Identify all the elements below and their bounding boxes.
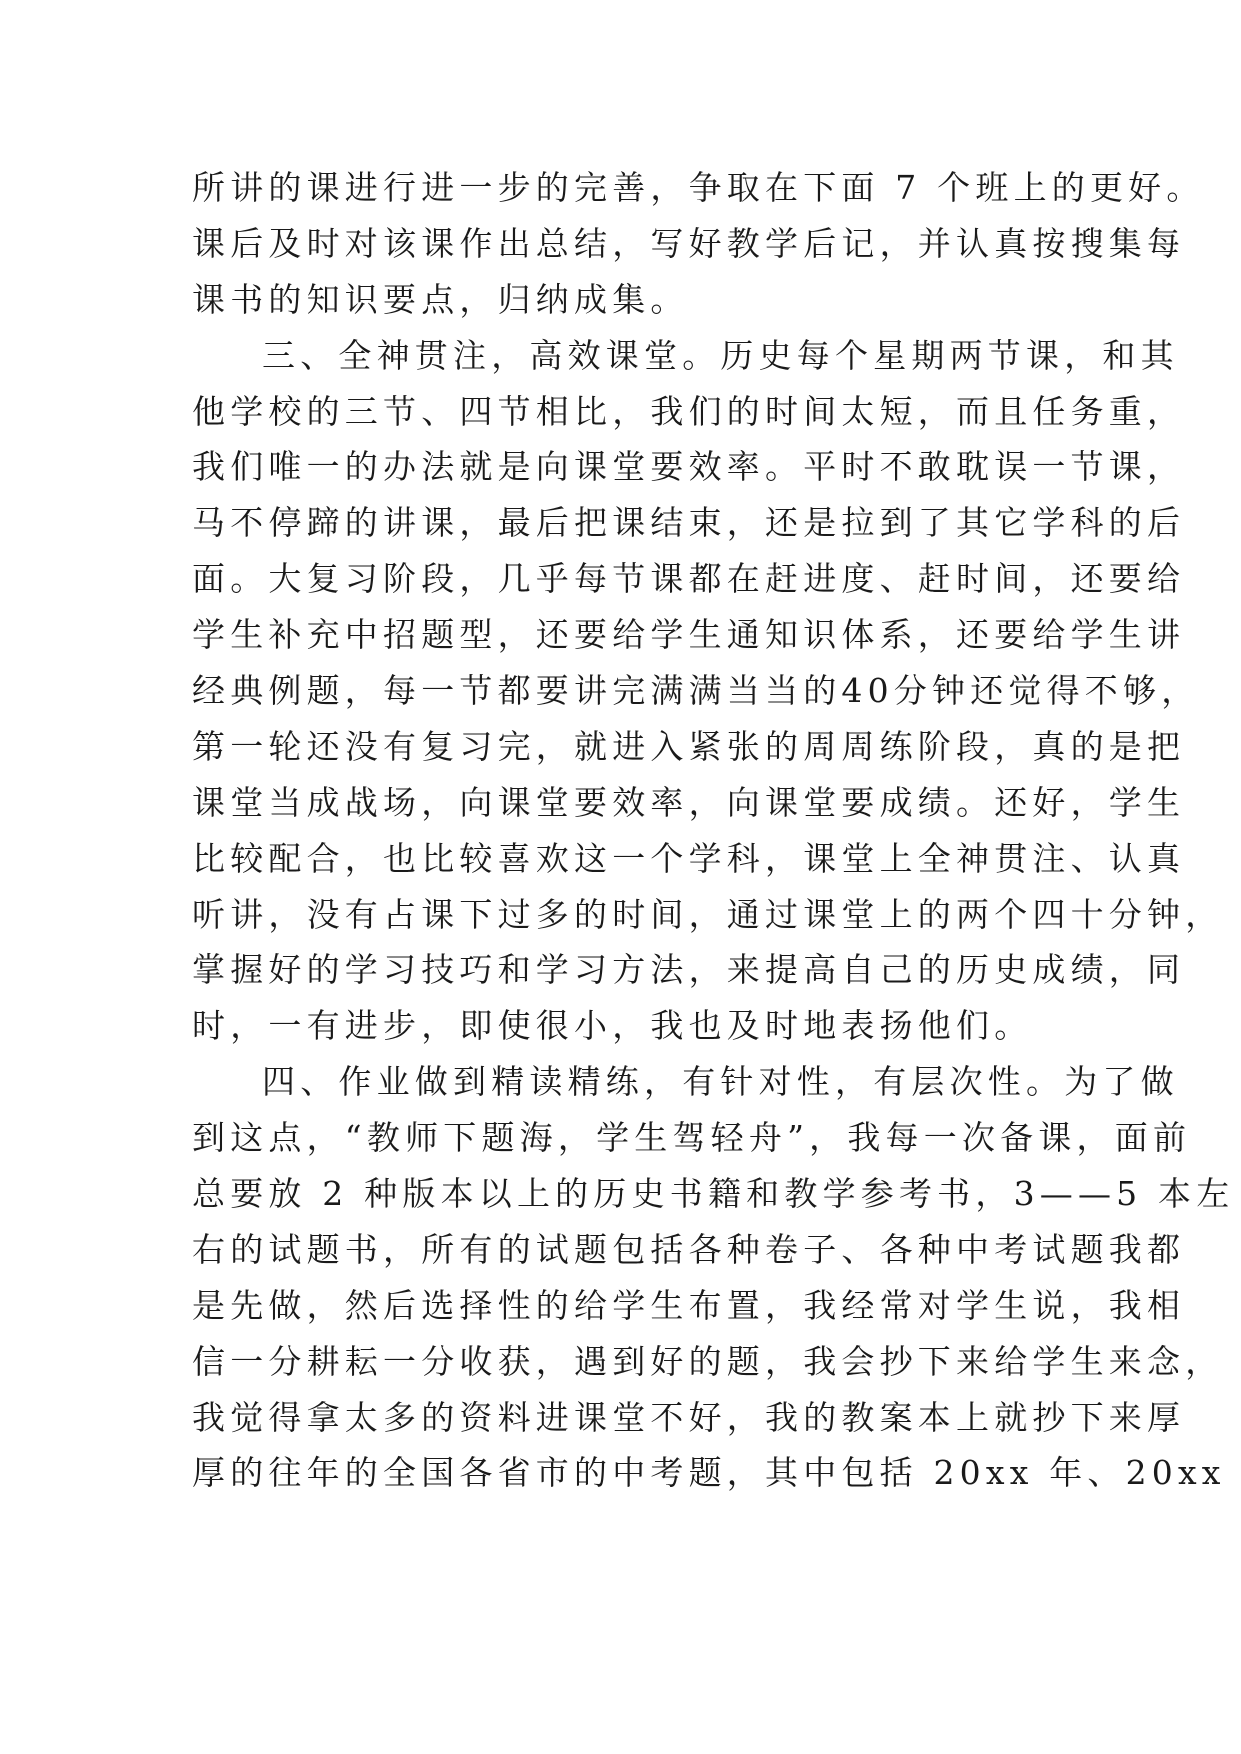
text-line: 经典例题，每一节都要讲完满满当当的40分钟还觉得不够， (192, 671, 1200, 711)
body-text (192, 160, 1235, 1501)
text-line: 学生补充中招题型，还要给学生通知识体系，还要给学生讲 (192, 615, 1186, 655)
text-line: 厚的往年的全国各省市的中考题，其中包括 20xx 年、20xx (192, 1453, 1226, 1493)
text-line: 课后及时对该课作出总结，写好教学后记，并认真按搜集每 (192, 223, 1186, 263)
text-line: 信一分耕耘一分收获，遇到好的题，我会抄下来给学生来念， (192, 1341, 1224, 1381)
text-line: 他学校的三节、四节相比，我们的时间太短，而且任务重， (192, 391, 1186, 431)
text-line: 面。大复习阶段，几乎每节课都在赶进度、赶时间，还要给 (192, 559, 1186, 599)
text-line: 总要放 2 种版本以上的历史书籍和教学参考书，3——5 本左 (192, 1174, 1235, 1214)
text-line: 掌握好的学习技巧和学习方法，来提高自己的历史成绩，同 (192, 950, 1186, 990)
text-line: 课堂当成战场，向课堂要效率，向课堂要成绩。还好，学生 (192, 782, 1186, 822)
text-line: 听讲，没有占课下过多的时间，通过课堂上的两个四十分钟， (192, 894, 1224, 934)
text-line: 第一轮还没有复习完，就进入紧张的周周练阶段，真的是把 (192, 726, 1186, 766)
text-line: 时，一有进步，即使很小，我也及时地表扬他们。 (192, 1006, 1033, 1046)
paragraph-start-line: 四、作业做到精读精练，有针对性，有层次性。为了做 (262, 1062, 1179, 1102)
text-line: 到这点，“教师下题海，学生驾轻舟”，我每一次备课，面前 (192, 1118, 1192, 1158)
paragraph-start-line: 三、全神贯注，高效课堂。历史每个星期两节课，和其 (262, 335, 1179, 375)
text-line: 右的试题书，所有的试题包括各种卷子、各种中考试题我都 (192, 1229, 1186, 1269)
text-line: 我们唯一的办法就是向课堂要效率。平时不敢耽误一节课， (192, 447, 1186, 487)
text-line: 课书的知识要点，归纳成集。 (192, 279, 689, 319)
text-line: 比较配合，也比较喜欢这一个学科，课堂上全神贯注、认真 (192, 838, 1186, 878)
text-line: 我觉得拿太多的资料进课堂不好，我的教案本上就抄下来厚 (192, 1397, 1186, 1437)
text-line: 是先做，然后选择性的给学生布置，我经常对学生说，我相 (192, 1285, 1186, 1325)
text-line: 马不停蹄的讲课，最后把课结束，还是拉到了其它学科的后 (192, 503, 1186, 543)
text-line: 所讲的课进行进一步的完善，争取在下面 7 个班上的更好。 (192, 168, 1205, 207)
